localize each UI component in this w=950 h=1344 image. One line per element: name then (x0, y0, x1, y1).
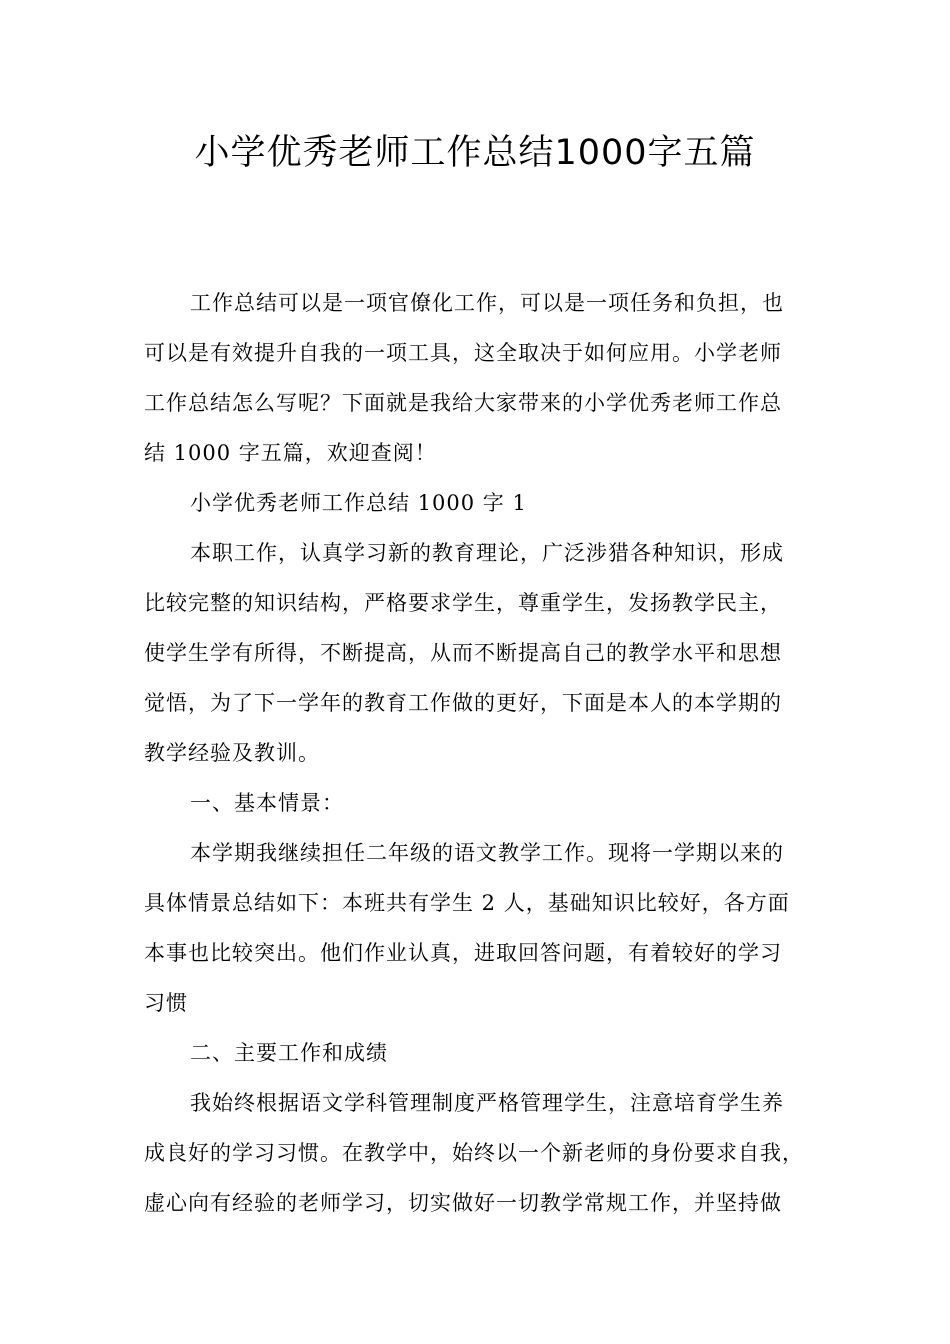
text-line: 使学生学有所得，不断提高，从而不断提高自己的教学水平和思想 (144, 641, 782, 665)
text-line: 小学优秀老师工作总结 1000 字 1 (190, 491, 527, 515)
section-heading-1 (144, 478, 814, 528)
text-line: 二、主要工作和成绩 (190, 1041, 388, 1065)
document-title: 小学优秀老师工作总结1000字五篇 (194, 133, 756, 173)
text-line: 本学期我继续担任二年级的语文教学工作。现将一学期以来的 (190, 841, 784, 865)
text-line: 成良好的学习习惯。在教学中，始终以一个新老师的身份要求自我， (144, 1141, 804, 1165)
text-line: 本职工作，认真学习新的教育理论，广泛涉猎各种知识，形成 (190, 541, 784, 565)
text-line: 觉悟，为了下一学年的教育工作做的更好，下面是本人的本学期的 (144, 691, 782, 715)
document-body (144, 278, 814, 1228)
text-line: 虚心向有经验的老师学习，切实做好一切教学常规工作，并坚持做 (144, 1191, 782, 1215)
text-line: 一、基本情景： (190, 791, 344, 815)
text-line: 可以是有效提升自我的一项工具，这全取决于如何应用。小学老师 (144, 341, 782, 365)
text-line: 习惯 (144, 991, 188, 1015)
text-line: 结 1000 字五篇，欢迎查阅！ (144, 441, 437, 465)
text-line: 工作总结可以是一项官僚化工作，可以是一项任务和负担，也 (190, 291, 784, 315)
intro-paragraph (144, 278, 814, 478)
section-1-paragraph (144, 528, 814, 778)
text-line: 具体情景总结如下：本班共有学生 2 人，基础知识比较好，各方面 (144, 891, 790, 915)
text-line: 比较完整的知识结构，严格要求学生，尊重学生，发扬教学民主， (144, 591, 782, 615)
text-line: 教学经验及教训。 (144, 741, 320, 765)
subheading-basic-situation (144, 778, 814, 828)
text-line: 我始终根据语文学科管理制度严格管理学生，注意培育学生养 (190, 1091, 784, 1115)
basic-situation-paragraph (144, 828, 814, 1028)
main-work-paragraph (144, 1078, 814, 1228)
text-line: 工作总结怎么写呢？下面就是我给大家带来的小学优秀老师工作总 (144, 391, 782, 415)
text-line: 本事也比较突出。他们作业认真，进取回答问题，有着较好的学习 (144, 941, 782, 965)
subheading-main-work (144, 1028, 814, 1078)
